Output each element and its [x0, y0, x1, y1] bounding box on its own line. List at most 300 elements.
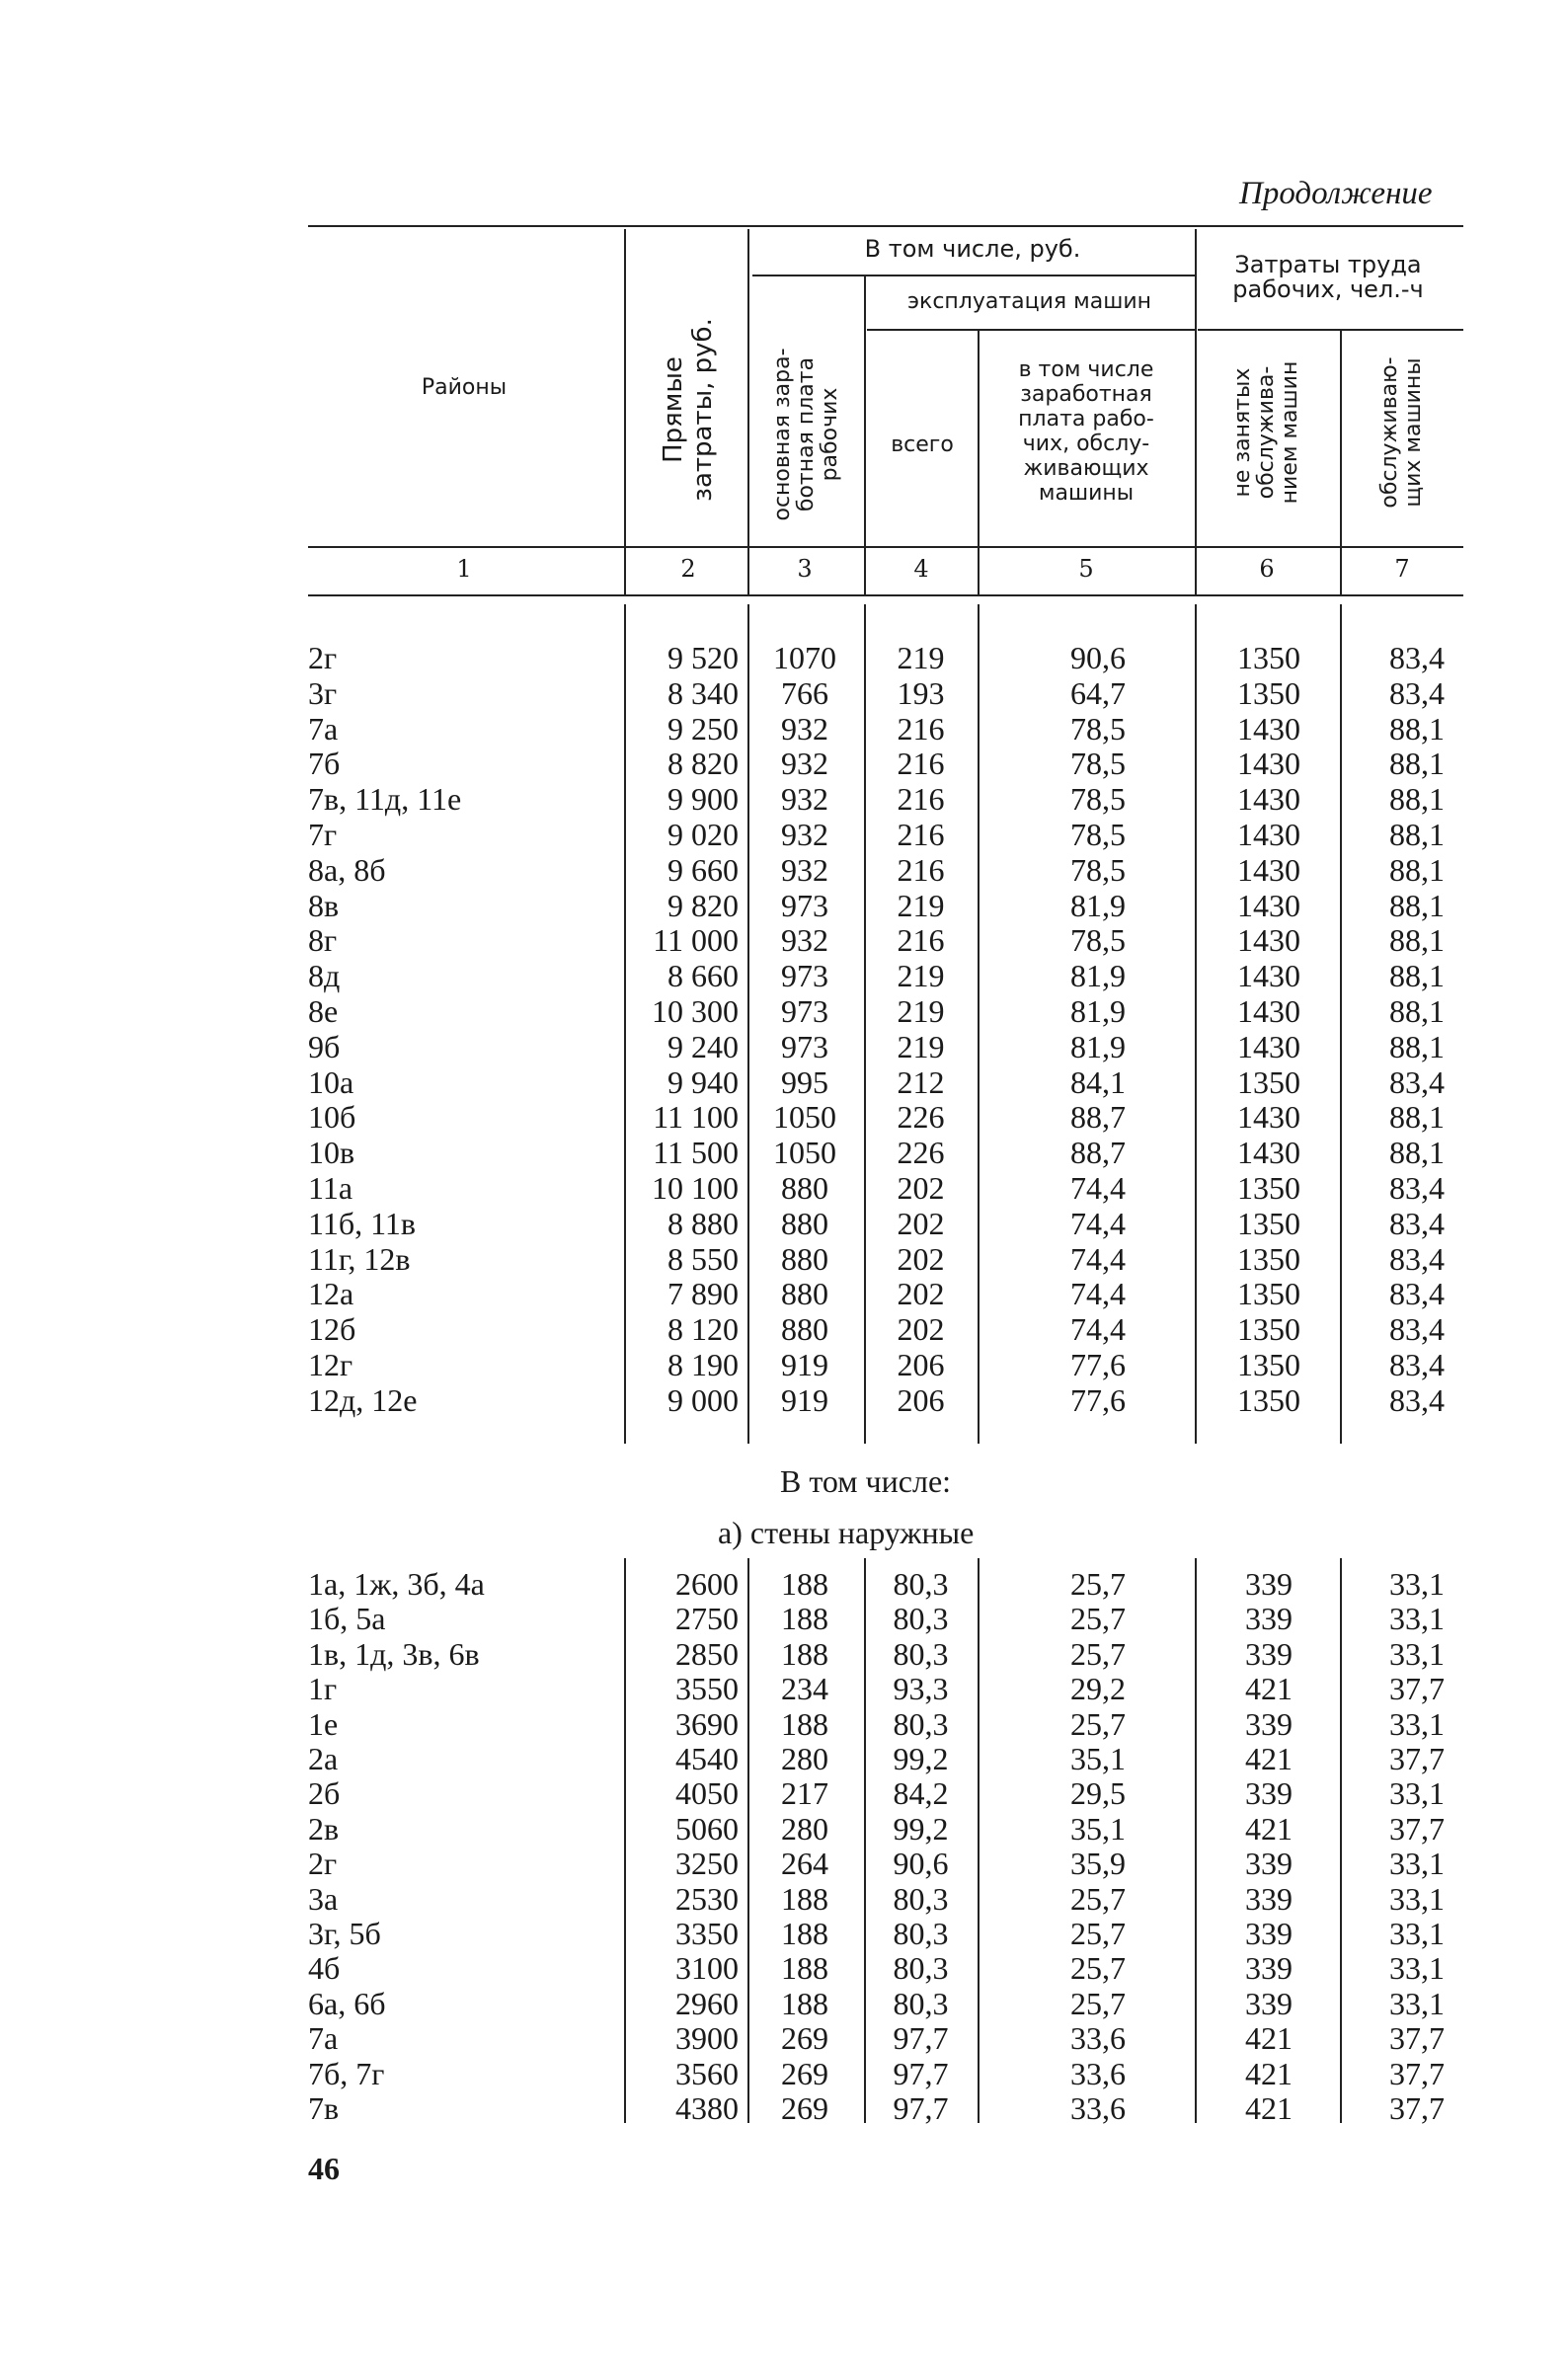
cell-machine-wage: 74,4 — [1070, 1311, 1126, 1348]
cell-labor-servicing: 37,7 — [1389, 2020, 1445, 2057]
cell-machine-total: 216 — [897, 922, 945, 959]
cell-labor-not-servicing: 1430 — [1237, 958, 1300, 994]
cell-machine-total: 216 — [897, 746, 945, 782]
cell-labor-not-servicing: 1430 — [1237, 710, 1300, 747]
numbers-bottom-rule — [308, 594, 1463, 596]
cell-machine-wage: 25,7 — [1070, 1705, 1126, 1742]
section-walls: а) стены наружные — [718, 1515, 975, 1550]
cell-basic-wage: 264 — [781, 1846, 828, 1882]
cell-labor-not-servicing: 1350 — [1237, 1205, 1300, 1241]
cell-labor-servicing: 33,1 — [1389, 1635, 1445, 1672]
cell-basic-wage: 766 — [781, 674, 828, 711]
cell-basic-wage: 973 — [781, 958, 828, 994]
cell-machine-total: 219 — [897, 993, 945, 1029]
header-total: всего — [891, 432, 954, 457]
cell-labor-not-servicing: 1430 — [1237, 1135, 1300, 1171]
header-divider-2 — [747, 229, 749, 594]
cell-region: 8д — [308, 958, 341, 994]
cell-labor-servicing: 33,1 — [1389, 1705, 1445, 1742]
cell-basic-wage: 880 — [781, 1205, 828, 1241]
table-row — [0, 1636, 1568, 1672]
cell-region: 7в — [308, 2090, 340, 2126]
table-row — [0, 1311, 1568, 1347]
cell-machine-wage: 74,4 — [1070, 1205, 1126, 1241]
cell-direct-costs: 8 120 — [667, 1311, 739, 1348]
table-row — [0, 2020, 1568, 2056]
cell-direct-costs: 9 520 — [667, 640, 739, 675]
cell-labor-servicing: 83,4 — [1389, 1276, 1445, 1312]
cell-basic-wage: 217 — [781, 1775, 828, 1812]
table-row — [0, 1741, 1568, 1776]
table-row — [0, 675, 1568, 711]
cell-machine-total: 84,2 — [893, 1775, 949, 1812]
table-row — [0, 1347, 1568, 1382]
cell-labor-not-servicing: 1430 — [1237, 887, 1300, 923]
cell-machine-total: 80,3 — [893, 1601, 949, 1637]
section-including: В том числе: — [780, 1463, 952, 1499]
cell-basic-wage: 269 — [781, 2020, 828, 2057]
cell-machine-wage: 33,6 — [1070, 2020, 1126, 2057]
cell-labor-servicing: 88,1 — [1389, 746, 1445, 782]
header-basic-wage: основная зара-ботная плата рабочих — [770, 348, 842, 521]
cell-region: 2в — [308, 1810, 340, 1847]
cell-region: 2г — [308, 640, 338, 675]
cell-region: 2б — [308, 1775, 341, 1812]
cell-labor-servicing: 33,1 — [1389, 1950, 1445, 1987]
cell-labor-servicing: 88,1 — [1389, 1099, 1445, 1136]
cell-labor-servicing: 33,1 — [1389, 1916, 1445, 1951]
cell-region: 12б — [308, 1311, 356, 1348]
cell-region: 1а, 1ж, 3б, 4а — [308, 1566, 485, 1602]
cell-region: 7в, 11д, 11е — [308, 781, 462, 818]
cell-machine-wage: 29,2 — [1070, 1671, 1126, 1707]
table-row — [0, 958, 1568, 993]
cell-labor-servicing: 33,1 — [1389, 1775, 1445, 1812]
cell-direct-costs: 9 900 — [667, 781, 739, 818]
table-row — [0, 1671, 1568, 1706]
cell-machine-wage: 74,4 — [1070, 1170, 1126, 1206]
cell-machine-total: 226 — [897, 1099, 945, 1136]
cell-direct-costs: 2750 — [675, 1601, 739, 1637]
table-row — [0, 1170, 1568, 1206]
cell-direct-costs: 4050 — [675, 1775, 739, 1812]
table-row — [0, 922, 1568, 958]
table-row — [0, 2056, 1568, 2091]
cell-basic-wage: 880 — [781, 1311, 828, 1348]
cell-machine-wage: 78,5 — [1070, 922, 1126, 959]
table-row — [0, 711, 1568, 747]
header-bottom-rule — [308, 546, 1463, 548]
column-number-5: 5 — [1078, 555, 1094, 583]
cell-labor-servicing: 83,4 — [1389, 674, 1445, 711]
cell-machine-total: 216 — [897, 781, 945, 818]
header-servicing: обслуживаю-щих машины — [1377, 356, 1426, 509]
cell-labor-servicing: 88,1 — [1389, 922, 1445, 959]
cell-labor-not-servicing: 1430 — [1237, 781, 1300, 818]
cell-direct-costs: 11 000 — [653, 922, 739, 959]
cell-labor-servicing: 33,1 — [1389, 1880, 1445, 1917]
cell-basic-wage: 932 — [781, 781, 828, 818]
cell-machine-wage: 25,7 — [1070, 1635, 1126, 1672]
column-number-6: 6 — [1259, 555, 1275, 583]
cell-machine-total: 216 — [897, 710, 945, 747]
cell-labor-servicing: 37,7 — [1389, 2090, 1445, 2126]
cell-labor-not-servicing: 421 — [1245, 2055, 1293, 2091]
cell-basic-wage: 1050 — [773, 1099, 836, 1136]
cell-labor-not-servicing: 339 — [1245, 1880, 1293, 1917]
cell-direct-costs: 2960 — [675, 1985, 739, 2021]
cell-labor-servicing: 33,1 — [1389, 1985, 1445, 2021]
cell-region: 8е — [308, 993, 339, 1029]
cell-basic-wage: 188 — [781, 1705, 828, 1742]
cell-basic-wage: 932 — [781, 746, 828, 782]
cell-region: 11б, 11в — [308, 1205, 417, 1241]
cell-direct-costs: 2530 — [675, 1880, 739, 1917]
cell-machine-total: 80,3 — [893, 1705, 949, 1742]
cell-direct-costs: 11 500 — [653, 1135, 739, 1171]
cell-region: 10в — [308, 1135, 355, 1171]
cell-labor-not-servicing: 1430 — [1237, 1028, 1300, 1064]
cell-labor-not-servicing: 1350 — [1237, 1276, 1300, 1312]
cell-labor-servicing: 83,4 — [1389, 1063, 1445, 1100]
cell-region: 3а — [308, 1880, 339, 1917]
cell-labor-not-servicing: 1430 — [1237, 746, 1300, 782]
cell-basic-wage: 269 — [781, 2055, 828, 2091]
cell-direct-costs: 3900 — [675, 2020, 739, 2057]
table-row — [0, 1135, 1568, 1170]
cell-labor-servicing: 88,1 — [1389, 958, 1445, 994]
cell-direct-costs: 8 820 — [667, 746, 739, 782]
table-row — [0, 1276, 1568, 1311]
cell-labor-servicing: 83,4 — [1389, 1347, 1445, 1382]
cell-machine-total: 80,3 — [893, 1950, 949, 1987]
cell-basic-wage: 234 — [781, 1671, 828, 1707]
cell-machine-total: 212 — [897, 1063, 945, 1100]
table-row — [0, 1206, 1568, 1241]
cell-machine-wage: 90,6 — [1070, 640, 1126, 675]
header-regions: Районы — [421, 375, 508, 400]
cell-labor-servicing: 88,1 — [1389, 993, 1445, 1029]
cell-region: 7г — [308, 817, 338, 852]
cell-labor-not-servicing: 1350 — [1237, 674, 1300, 711]
cell-region: 4б — [308, 1950, 341, 1987]
table-row — [0, 1881, 1568, 1917]
cell-basic-wage: 932 — [781, 922, 828, 959]
cell-basic-wage: 188 — [781, 1880, 828, 1917]
cell-labor-not-servicing: 1350 — [1237, 1240, 1300, 1277]
cell-machine-wage: 77,6 — [1070, 1347, 1126, 1382]
cell-region: 7а — [308, 710, 339, 747]
table-row — [0, 1950, 1568, 1986]
cell-machine-total: 80,3 — [893, 1566, 949, 1602]
cell-basic-wage: 188 — [781, 1985, 828, 2021]
cell-labor-not-servicing: 339 — [1245, 1846, 1293, 1882]
header-divider-6 — [1340, 331, 1342, 594]
cell-machine-total: 80,3 — [893, 1985, 949, 2021]
cell-machine-wage: 88,7 — [1070, 1099, 1126, 1136]
cell-machine-total: 193 — [897, 674, 945, 711]
cell-direct-costs: 3350 — [675, 1916, 739, 1951]
cell-machine-total: 202 — [897, 1311, 945, 1348]
table-row — [0, 1382, 1568, 1418]
cell-machine-wage: 35,1 — [1070, 1810, 1126, 1847]
table-row — [0, 1811, 1568, 1847]
table-row — [0, 1064, 1568, 1100]
cell-direct-costs: 9 820 — [667, 887, 739, 923]
cell-labor-not-servicing: 1350 — [1237, 1381, 1300, 1418]
cell-direct-costs: 9 020 — [667, 817, 739, 852]
table-row — [0, 1706, 1568, 1742]
column-number-1: 1 — [456, 555, 472, 583]
cell-machine-total: 99,2 — [893, 1810, 949, 1847]
cell-region: 11а — [308, 1170, 353, 1206]
cell-region: 10а — [308, 1063, 354, 1100]
table-row — [0, 817, 1568, 852]
continued-label: Продолжение — [1239, 176, 1433, 211]
cell-basic-wage: 188 — [781, 1916, 828, 1951]
cell-region: 12г — [308, 1347, 353, 1382]
cell-labor-not-servicing: 339 — [1245, 1566, 1293, 1602]
cell-basic-wage: 932 — [781, 817, 828, 852]
cell-region: 12а — [308, 1276, 354, 1312]
table-row — [0, 888, 1568, 923]
cell-direct-costs: 3250 — [675, 1846, 739, 1882]
cell-labor-servicing: 88,1 — [1389, 817, 1445, 852]
cell-labor-servicing: 37,7 — [1389, 1741, 1445, 1776]
cell-machine-total: 97,7 — [893, 2055, 949, 2091]
cell-machine-wage: 64,7 — [1070, 674, 1126, 711]
column-number-7: 7 — [1394, 555, 1410, 583]
cell-machine-total: 216 — [897, 851, 945, 888]
header-direct-costs: Прямые затраты, руб. — [659, 318, 718, 502]
cell-labor-servicing: 37,7 — [1389, 1810, 1445, 1847]
header-not-servicing: не занятых обслужива-нием машин — [1230, 360, 1302, 505]
cell-machine-total: 226 — [897, 1135, 945, 1171]
cell-direct-costs: 4540 — [675, 1741, 739, 1776]
cell-labor-servicing: 88,1 — [1389, 1135, 1445, 1171]
labor-costs-rule — [1198, 329, 1463, 331]
cell-machine-wage: 25,7 — [1070, 1566, 1126, 1602]
cell-machine-wage: 35,9 — [1070, 1846, 1126, 1882]
cell-labor-not-servicing: 339 — [1245, 1635, 1293, 1672]
cell-machine-wage: 25,7 — [1070, 1916, 1126, 1951]
cell-basic-wage: 880 — [781, 1240, 828, 1277]
cell-basic-wage: 188 — [781, 1635, 828, 1672]
cell-machine-total: 219 — [897, 958, 945, 994]
cell-labor-not-servicing: 339 — [1245, 1985, 1293, 2021]
cell-labor-not-servicing: 1430 — [1237, 817, 1300, 852]
header-divider-4 — [978, 331, 980, 594]
cell-direct-costs: 4380 — [675, 2090, 739, 2126]
cell-labor-not-servicing: 1350 — [1237, 1063, 1300, 1100]
cell-machine-wage: 81,9 — [1070, 993, 1126, 1029]
cell-region: 9б — [308, 1028, 341, 1064]
table-row — [0, 1986, 1568, 2021]
cell-direct-costs: 5060 — [675, 1810, 739, 1847]
cell-machine-total: 90,6 — [893, 1846, 949, 1882]
cell-labor-servicing: 83,4 — [1389, 640, 1445, 675]
cell-machine-total: 216 — [897, 817, 945, 852]
cell-labor-not-servicing: 1350 — [1237, 1311, 1300, 1348]
header-incl-wage: в том числе заработная плата рабо-чих, обслу-живающих машины — [1018, 357, 1154, 506]
cell-direct-costs: 11 100 — [653, 1099, 739, 1136]
cell-direct-costs: 9 940 — [667, 1063, 739, 1100]
cell-machine-wage: 33,6 — [1070, 2090, 1126, 2126]
cell-machine-total: 202 — [897, 1276, 945, 1312]
cell-labor-servicing: 83,4 — [1389, 1240, 1445, 1277]
cell-direct-costs: 8 190 — [667, 1347, 739, 1382]
cell-basic-wage: 995 — [781, 1063, 828, 1100]
cell-machine-wage: 74,4 — [1070, 1240, 1126, 1277]
cell-machine-total: 206 — [897, 1347, 945, 1382]
table-row — [0, 993, 1568, 1029]
table-row — [0, 1846, 1568, 1881]
table-row — [0, 1775, 1568, 1811]
cell-region: 8а, 8б — [308, 851, 386, 888]
cell-labor-not-servicing: 421 — [1245, 2090, 1293, 2126]
cell-labor-not-servicing: 421 — [1245, 1671, 1293, 1707]
cell-basic-wage: 188 — [781, 1566, 828, 1602]
table-row — [0, 1029, 1568, 1064]
cell-labor-not-servicing: 1350 — [1237, 640, 1300, 675]
cell-labor-not-servicing: 421 — [1245, 1741, 1293, 1776]
cell-direct-costs: 3690 — [675, 1705, 739, 1742]
cell-machine-wage: 78,5 — [1070, 851, 1126, 888]
table-top-rule — [308, 225, 1463, 227]
cell-region: 10б — [308, 1099, 356, 1136]
cell-labor-not-servicing: 1430 — [1237, 993, 1300, 1029]
cell-basic-wage: 919 — [781, 1381, 828, 1418]
cell-machine-wage: 88,7 — [1070, 1135, 1126, 1171]
cell-machine-total: 80,3 — [893, 1635, 949, 1672]
cell-machine-total: 202 — [897, 1170, 945, 1206]
table-row — [0, 1099, 1568, 1135]
header-including-rub: В том числе, руб. — [864, 235, 1081, 263]
cell-region: 12д, 12е — [308, 1381, 418, 1418]
page-number: 46 — [308, 2151, 340, 2186]
table-row — [0, 640, 1568, 675]
cell-labor-servicing: 88,1 — [1389, 1028, 1445, 1064]
cell-region: 7а — [308, 2020, 339, 2057]
cell-labor-not-servicing: 1350 — [1237, 1170, 1300, 1206]
cell-basic-wage: 280 — [781, 1810, 828, 1847]
cell-basic-wage: 932 — [781, 851, 828, 888]
cell-region: 3г — [308, 674, 338, 711]
cell-basic-wage: 973 — [781, 993, 828, 1029]
cell-machine-total: 99,2 — [893, 1741, 949, 1776]
cell-labor-not-servicing: 1430 — [1237, 1099, 1300, 1136]
cell-region: 2г — [308, 1846, 338, 1882]
cell-region: 11г, 12в — [308, 1240, 411, 1277]
cell-region: 3г, 5б — [308, 1916, 381, 1951]
cell-labor-not-servicing: 339 — [1245, 1775, 1293, 1812]
cell-direct-costs: 10 300 — [652, 993, 739, 1029]
cell-machine-wage: 35,1 — [1070, 1741, 1126, 1776]
cell-region: 1г — [308, 1671, 338, 1707]
cell-machine-wage: 78,5 — [1070, 817, 1126, 852]
cell-labor-not-servicing: 421 — [1245, 1810, 1293, 1847]
cell-region: 8в — [308, 887, 340, 923]
column-number-3: 3 — [797, 555, 813, 583]
column-number-4: 4 — [913, 555, 929, 583]
cell-labor-not-servicing: 339 — [1245, 1705, 1293, 1742]
cell-labor-not-servicing: 339 — [1245, 1950, 1293, 1987]
cell-machine-wage: 29,5 — [1070, 1775, 1126, 1812]
cell-direct-costs: 2600 — [675, 1566, 739, 1602]
cell-machine-wage: 33,6 — [1070, 2055, 1126, 2091]
cell-labor-not-servicing: 421 — [1245, 2020, 1293, 2057]
cell-machine-wage: 78,5 — [1070, 781, 1126, 818]
cell-labor-not-servicing: 339 — [1245, 1601, 1293, 1637]
cell-machine-total: 80,3 — [893, 1880, 949, 1917]
cell-machine-wage: 25,7 — [1070, 1880, 1126, 1917]
cell-machine-total: 206 — [897, 1381, 945, 1418]
cell-machine-total: 219 — [897, 640, 945, 675]
cell-labor-servicing: 33,1 — [1389, 1601, 1445, 1637]
cell-labor-servicing: 88,1 — [1389, 710, 1445, 747]
cell-machine-wage: 78,5 — [1070, 710, 1126, 747]
cell-direct-costs: 9 000 — [667, 1381, 739, 1418]
cell-machine-wage: 25,7 — [1070, 1601, 1126, 1637]
cell-labor-servicing: 83,4 — [1389, 1311, 1445, 1348]
cell-labor-servicing: 37,7 — [1389, 2055, 1445, 2091]
header-machine-operation: эксплуатация машин — [906, 289, 1152, 314]
cell-labor-servicing: 88,1 — [1389, 887, 1445, 923]
cell-direct-costs: 8 550 — [667, 1240, 739, 1277]
cell-labor-servicing: 88,1 — [1389, 851, 1445, 888]
cell-basic-wage: 932 — [781, 710, 828, 747]
cell-machine-wage: 84,1 — [1070, 1063, 1126, 1100]
cell-labor-servicing: 83,4 — [1389, 1205, 1445, 1241]
cell-labor-servicing: 83,4 — [1389, 1170, 1445, 1206]
header-divider-5 — [1195, 229, 1197, 594]
cell-direct-costs: 2850 — [675, 1635, 739, 1672]
cell-machine-wage: 78,5 — [1070, 746, 1126, 782]
including-rub-rule — [752, 275, 1195, 276]
cell-basic-wage: 919 — [781, 1347, 828, 1382]
cell-machine-total: 93,3 — [893, 1671, 949, 1707]
cell-machine-total: 202 — [897, 1205, 945, 1241]
cell-labor-servicing: 33,1 — [1389, 1566, 1445, 1602]
cell-region: 1в, 1д, 3в, 6в — [308, 1635, 480, 1672]
cell-machine-wage: 77,6 — [1070, 1381, 1126, 1418]
cell-basic-wage: 1070 — [773, 640, 836, 675]
table-row — [0, 1241, 1568, 1277]
cell-basic-wage: 188 — [781, 1601, 828, 1637]
table-row — [0, 2090, 1568, 2126]
cell-region: 7б — [308, 746, 341, 782]
cell-direct-costs: 8 880 — [667, 1205, 739, 1241]
cell-direct-costs: 3550 — [675, 1671, 739, 1707]
cell-basic-wage: 1050 — [773, 1135, 836, 1171]
table-row — [0, 852, 1568, 888]
header-divider-3 — [864, 276, 866, 594]
cell-direct-costs: 10 100 — [652, 1170, 739, 1206]
cell-basic-wage: 880 — [781, 1276, 828, 1312]
cell-region: 8г — [308, 922, 338, 959]
header-divider-1 — [624, 229, 626, 594]
cell-direct-costs: 3100 — [675, 1950, 739, 1987]
cell-labor-servicing: 83,4 — [1389, 1381, 1445, 1418]
cell-basic-wage: 188 — [781, 1950, 828, 1987]
cell-basic-wage: 269 — [781, 2090, 828, 2126]
cell-direct-costs: 9 240 — [667, 1028, 739, 1064]
table-row — [0, 781, 1568, 817]
header-labor-costs: Затраты труда рабочих, чел.-ч — [1232, 251, 1424, 303]
cell-basic-wage: 880 — [781, 1170, 828, 1206]
table-row — [0, 1916, 1568, 1951]
cell-region: 7б, 7г — [308, 2055, 385, 2091]
